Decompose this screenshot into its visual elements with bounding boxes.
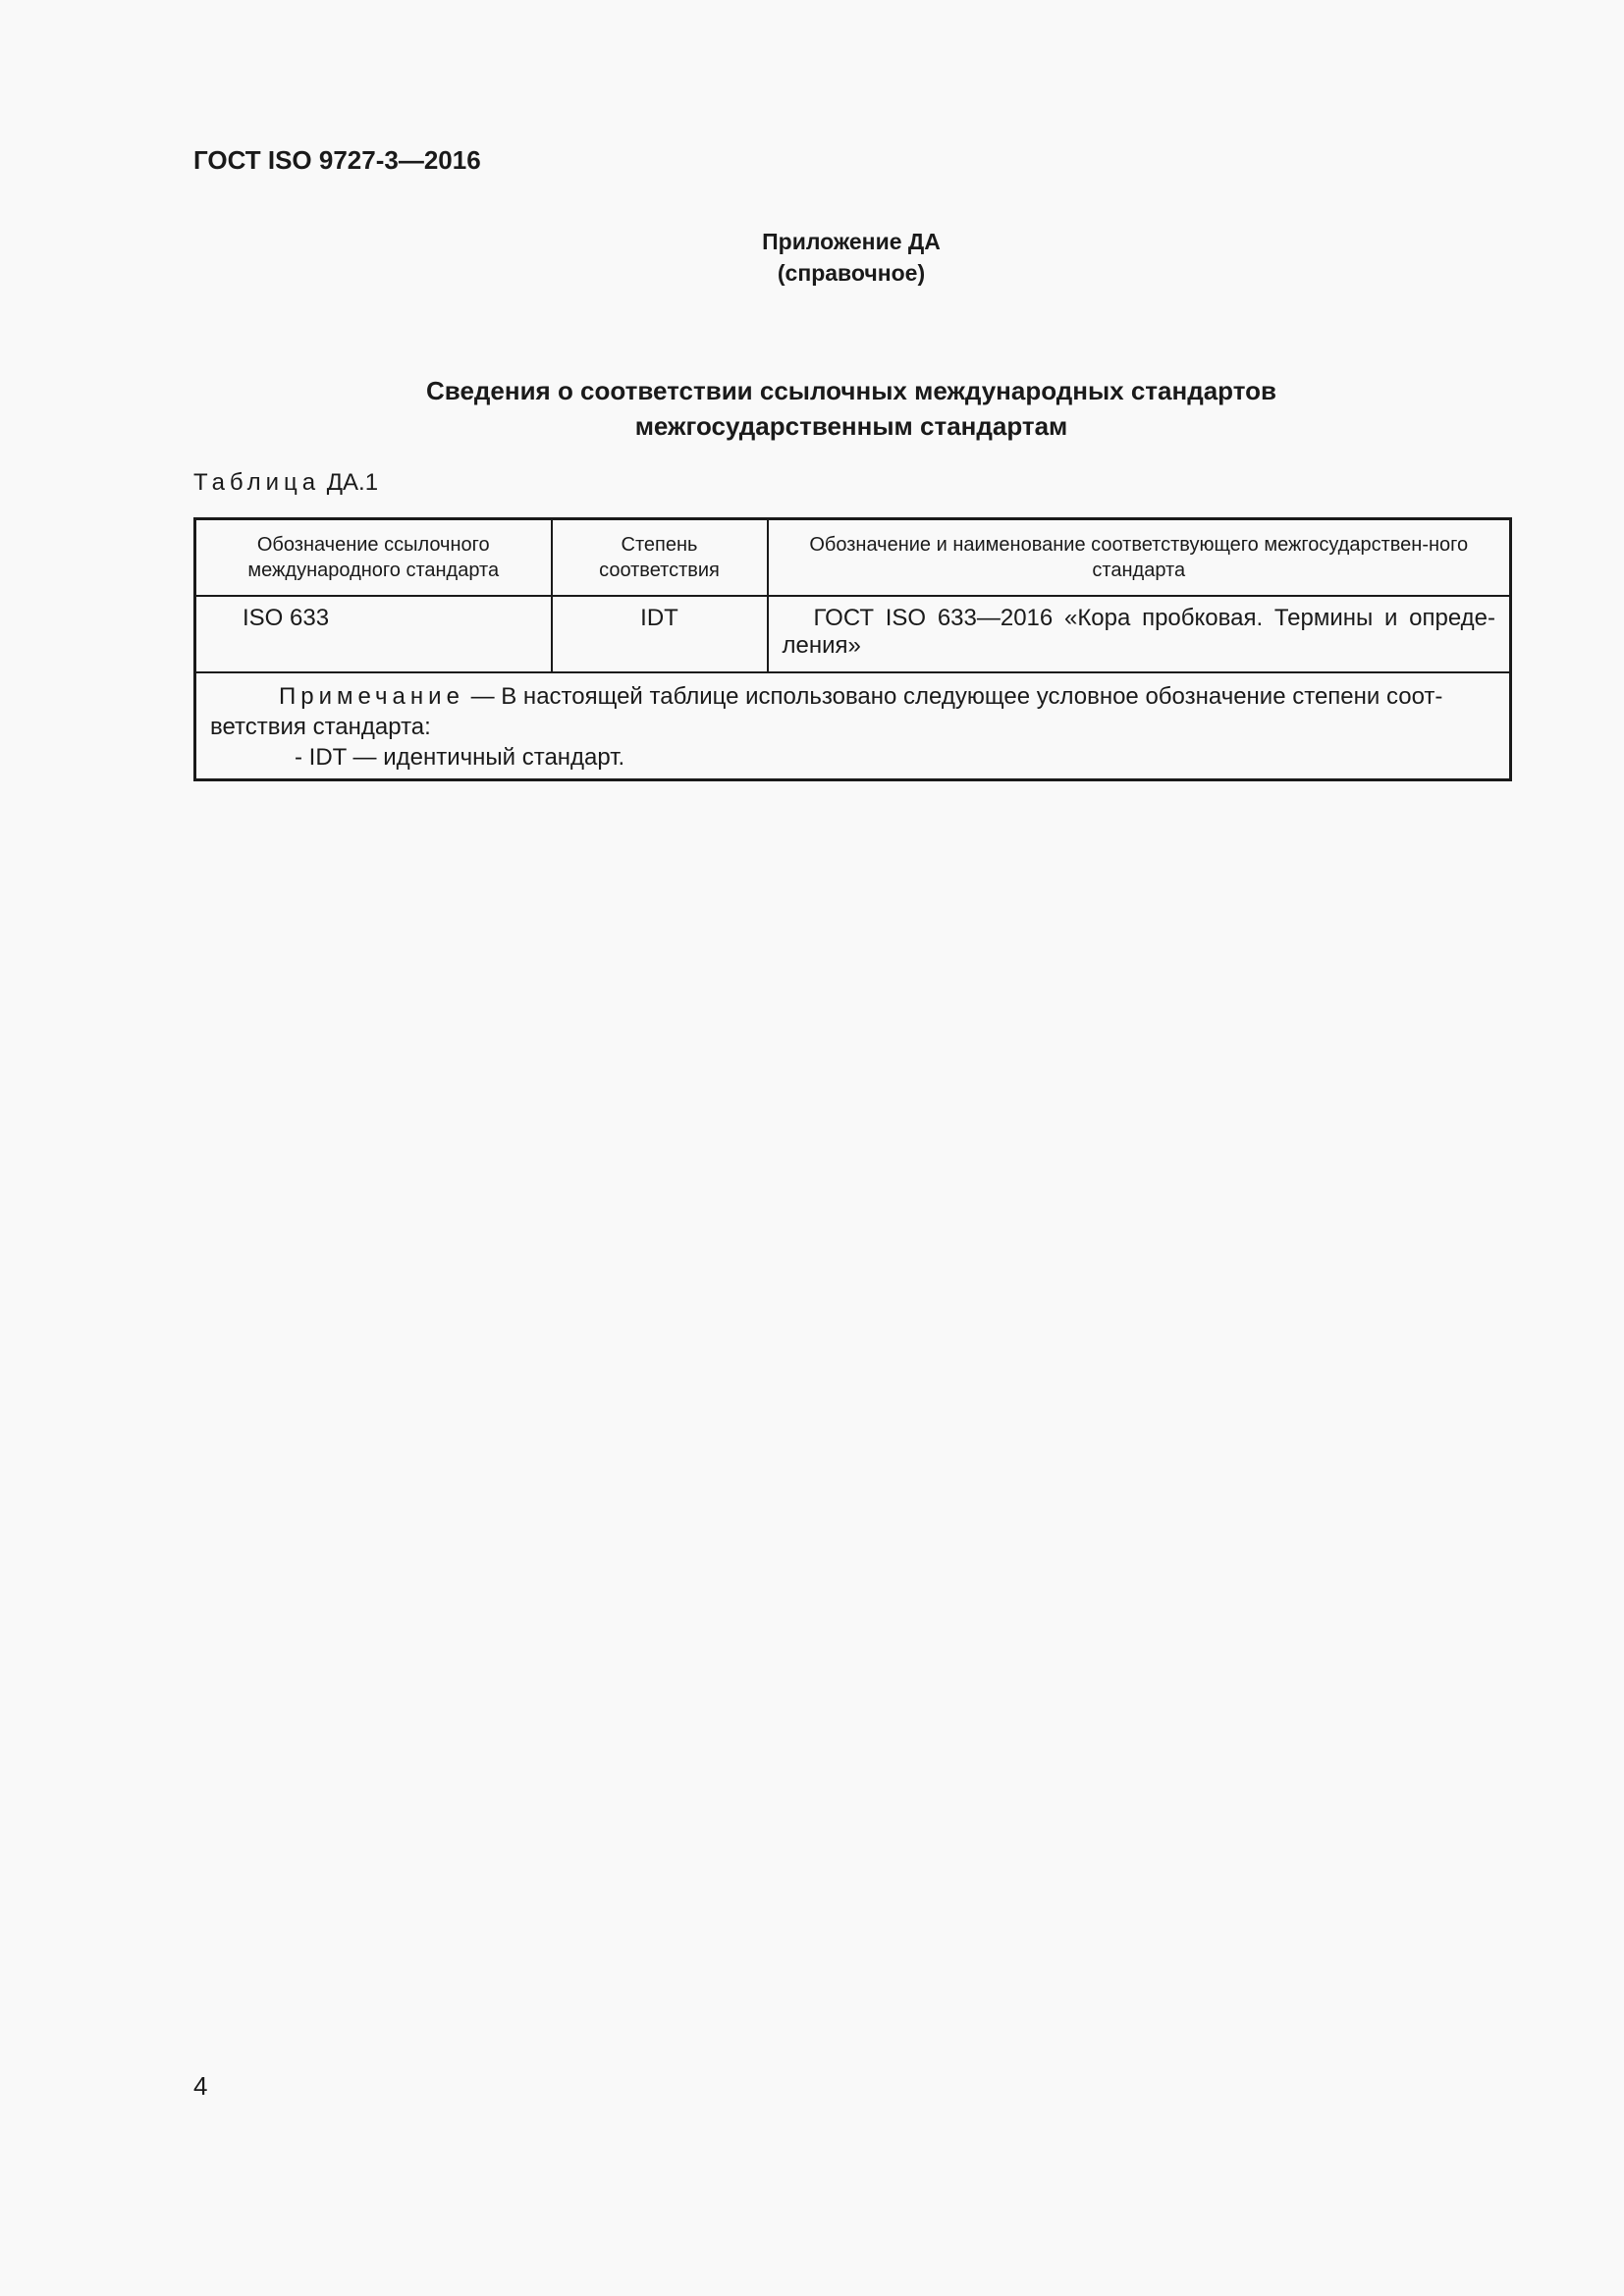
appendix-heading xyxy=(0,226,1624,289)
section-title-line-2: межгосударственным стандартам xyxy=(634,411,1068,441)
header-reference-standard: Обозначение ссылочного международного стандарта xyxy=(195,519,552,597)
table-caption xyxy=(193,469,378,497)
note-item: - IDT — идентичный стандарт. xyxy=(295,744,625,771)
note-label: Примечание xyxy=(279,683,464,710)
document-header: ГОСТ ISO 9727-3—2016 xyxy=(193,145,481,175)
cell-reference-standard: ISO 633 xyxy=(195,596,552,672)
appendix-title: Приложение ДА xyxy=(762,229,941,254)
table-row xyxy=(195,596,1511,672)
note-text: — В настоящей таблице использовано следующее условное обозначение степени соот-ветствия стандарта: xyxy=(210,683,1443,740)
table-note-row xyxy=(195,672,1511,780)
header-interstate-standard: Обозначение и наименование соответствующего межгосударствен-ного стандарта xyxy=(768,519,1511,597)
section-title xyxy=(0,373,1624,444)
table-caption-label: Таблица xyxy=(193,469,321,496)
section-title-line-1: Сведения о соответствии ссылочных международных стандартов xyxy=(426,376,1276,405)
cell-interstate-standard: ГОСТ ISO 633—2016 «Кора пробковая. Термины и опреде-ления» xyxy=(768,596,1511,672)
appendix-subtitle: (справочное) xyxy=(777,260,926,286)
table-caption-number: ДА.1 xyxy=(326,469,379,496)
cell-degree: IDT xyxy=(552,596,768,672)
reference-standards-table xyxy=(193,517,1512,781)
note-paragraph xyxy=(210,681,1495,742)
page-number: 4 xyxy=(193,2071,208,2101)
table-note xyxy=(195,672,1511,780)
table-header-row xyxy=(195,519,1511,597)
header-degree-of-correspondence: Степень соответствия xyxy=(552,519,768,597)
